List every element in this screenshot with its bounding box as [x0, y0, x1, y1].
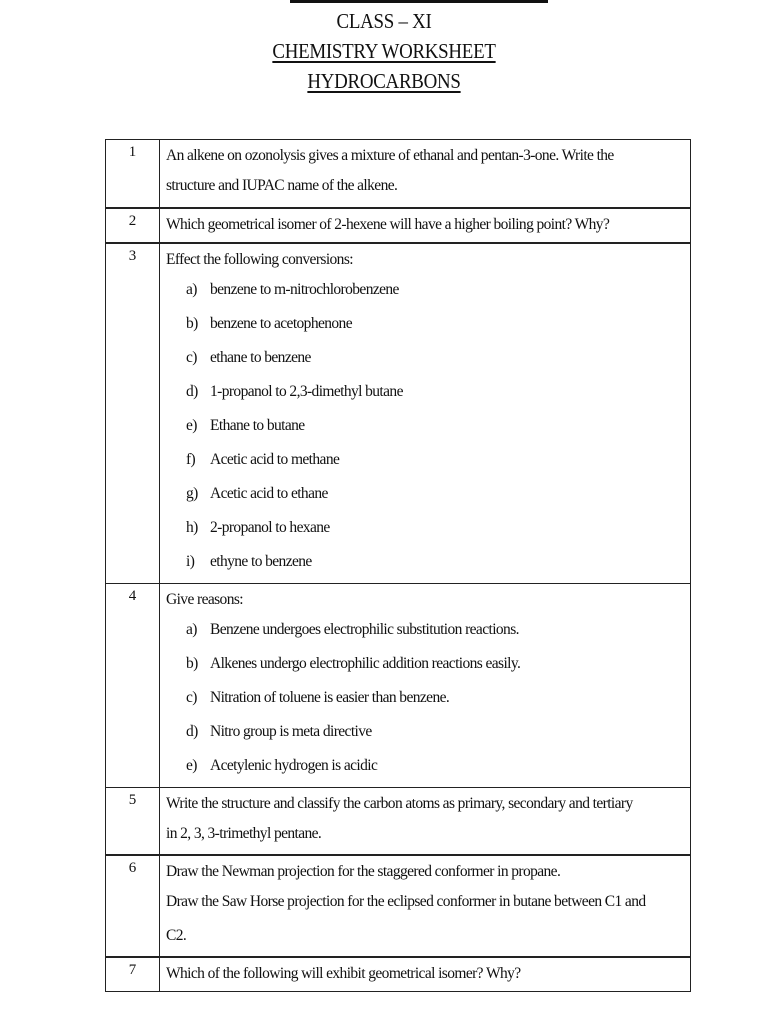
sub-label: c): [186, 348, 197, 366]
question-number: 4: [106, 583, 160, 787]
question-text: C2.: [166, 926, 187, 944]
question-text: Draw the Newman projection for the staggered conformer in propane.: [166, 863, 561, 880]
sub-question: [166, 613, 686, 647]
sub-text: Acetic acid to ethane: [210, 484, 328, 502]
sub-text: 1-propanol to 2,3-dimethyl butane: [210, 382, 403, 400]
sub-question: [166, 511, 686, 545]
sub-question: [166, 273, 686, 307]
question-number: 7: [106, 957, 160, 992]
topic-title: [38, 66, 729, 96]
question-row-4: [106, 583, 691, 787]
sub-label: g): [186, 484, 198, 502]
sub-question: [166, 749, 686, 783]
sub-question: [166, 341, 686, 375]
sub-text: 2-propanol to hexane: [210, 518, 330, 536]
question-text: Which geometrical isomer of 2-hexene will have a higher boiling point? Why?: [166, 215, 610, 233]
question-row-7: [106, 957, 691, 992]
sub-text: Nitration of toluene is easier than benzene.: [210, 688, 450, 706]
question-text: Which of the following will exhibit geometrical isomer? Why?: [166, 965, 521, 982]
question-text: Write the structure and classify the carbon atoms as primary, secondary and tertiary: [166, 794, 633, 812]
sub-text: ethyne to benzene: [210, 552, 312, 570]
sub-text: Acetylenic hydrogen is acidic: [210, 756, 378, 774]
question-body: [160, 855, 691, 957]
question-body: [160, 957, 691, 992]
sub-text: Acetic acid to methane: [210, 450, 340, 468]
question-row-5: [106, 787, 691, 855]
sub-question: [166, 545, 686, 579]
question-row-2: [106, 208, 691, 243]
sub-text: Benzene undergoes electrophilic substitution reactions.: [210, 620, 519, 638]
sub-question: [166, 409, 686, 443]
worksheet-header: [0, 6, 768, 96]
top-rule: [290, 0, 548, 3]
sub-question: [166, 647, 686, 681]
sub-label: a): [186, 620, 197, 638]
question-body: [160, 243, 691, 584]
question-body: [160, 208, 691, 243]
question-text: Effect the following conversions:: [166, 250, 353, 268]
class-title: CLASS – XI: [336, 9, 432, 33]
question-text: in 2, 3, 3-trimethyl pentane.: [166, 824, 322, 842]
subject-title-text: CHEMISTRY WORKSHEET: [272, 39, 496, 63]
sub-question: [166, 375, 686, 409]
sub-question: [166, 443, 686, 477]
question-row-6: [106, 855, 691, 957]
sub-label: h): [186, 518, 198, 536]
sub-label: d): [186, 722, 198, 740]
sub-text: ethane to benzene: [210, 348, 311, 366]
question-body: [160, 787, 691, 855]
sub-text: benzene to acetophenone: [210, 314, 352, 332]
question-number: 1: [106, 140, 160, 208]
sub-question: [166, 715, 686, 749]
question-text: An alkene on ozonolysis gives a mixture of ethanal and pentan-3-one. Write the: [166, 147, 614, 164]
topic-title-text: HYDROCARBONS: [307, 69, 461, 93]
question-body: [160, 583, 691, 787]
sub-label: d): [186, 382, 198, 400]
sub-question: [166, 681, 686, 715]
question-row-3: [106, 243, 691, 584]
sub-text: Ethane to butane: [210, 416, 305, 434]
sub-label: e): [186, 756, 197, 774]
sub-text: Nitro group is meta directive: [210, 722, 372, 740]
sub-label: e): [186, 416, 197, 434]
sub-question: [166, 477, 686, 511]
subject-title: [38, 36, 729, 66]
sub-label: b): [186, 654, 198, 672]
question-row-1: [106, 140, 691, 208]
sub-label: i): [186, 552, 195, 570]
questions-table: [105, 139, 691, 992]
question-number: 5: [106, 787, 160, 855]
question-number: 2: [106, 208, 160, 243]
question-text: Draw the Saw Horse projection for the eclipsed conformer in butane between C1 and: [166, 893, 646, 910]
question-text: structure and IUPAC name of the alkene.: [166, 177, 398, 194]
sub-label: c): [186, 688, 197, 706]
sub-text: Alkenes undergo electrophilic addition reactions easily.: [210, 654, 521, 672]
sub-text: benzene to m-nitrochlorobenzene: [210, 280, 399, 298]
question-number: 3: [106, 243, 160, 584]
sub-label: b): [186, 314, 198, 332]
sub-question: [166, 307, 686, 341]
question-body: [160, 140, 691, 208]
question-text: Give reasons:: [166, 590, 243, 608]
sub-label: f): [186, 450, 196, 468]
question-number: 6: [106, 855, 160, 957]
sub-label: a): [186, 280, 197, 298]
